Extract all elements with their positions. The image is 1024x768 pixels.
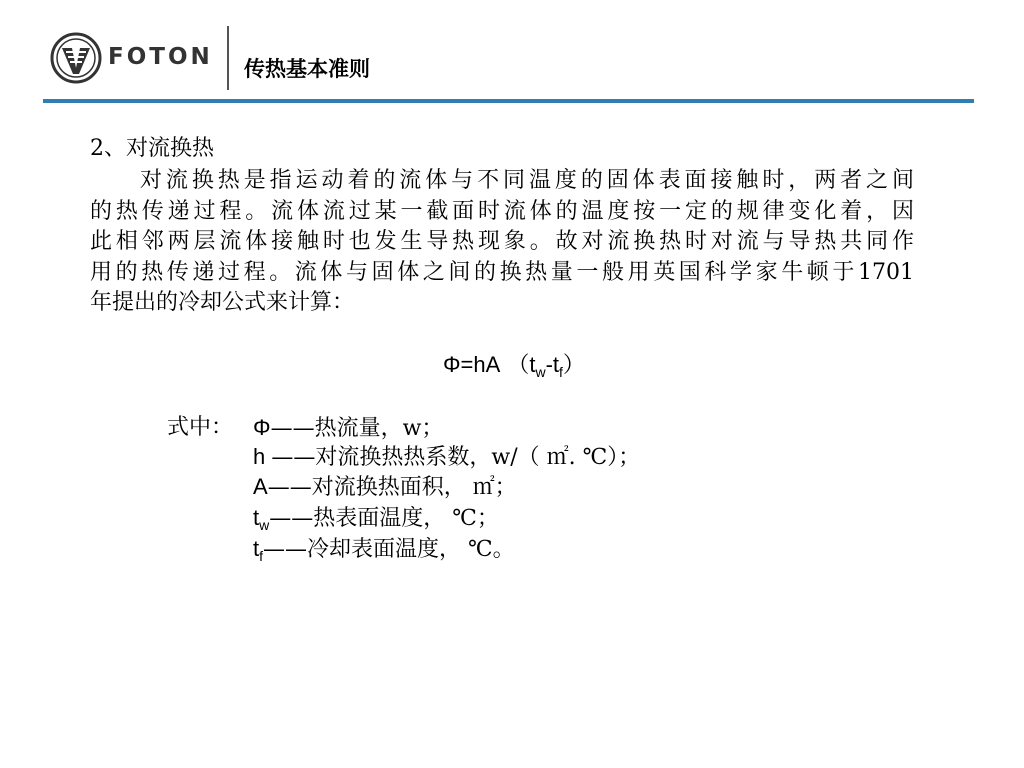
legend-item-a <box>253 472 517 503</box>
formula-t: t <box>529 352 536 377</box>
formula-close-paren: ） <box>562 353 585 378</box>
formula-open-paren: （ <box>507 353 530 378</box>
legend-item-tf <box>253 534 515 571</box>
paragraph-line: 的热传递过程。流体流过某一截面时流体的温度按一定的规律变化着，因 <box>90 198 914 224</box>
legend-description: ——对流换热面积， ㎡； <box>267 475 517 500</box>
formula-sub-w: w <box>535 364 546 380</box>
formula-minus: - <box>545 352 553 377</box>
legend-symbol: Φ <box>253 415 271 440</box>
legend-symbol: h <box>253 444 272 469</box>
paragraph-line: 此相邻两层流体接触时也发生导热现象。故对流换热时对流与导热共同作 <box>90 229 914 254</box>
paragraph-line: 年提出的冷却公式来计算： <box>90 290 355 315</box>
legend-item-phi <box>253 413 443 444</box>
formula-lhs: Φ=hA <box>443 352 501 377</box>
section-heading: 2、对流换热 <box>90 136 214 161</box>
formula-sub-f: f <box>559 364 563 380</box>
legend-description: ——冷却表面温度， ℃。 <box>263 537 515 562</box>
paragraph-line: 对流换热是指运动着的流体与不同温度的固体表面接触时，两者之间 <box>140 168 914 193</box>
legend-description: ——对流换热热系数，w/（ ㎡. ℃）； <box>271 445 641 470</box>
legend-prefix: 式中： <box>167 415 234 440</box>
legend-item-h <box>253 442 640 473</box>
legend-symbol: t <box>253 505 260 530</box>
legend-subscript: w <box>259 517 270 533</box>
body-paragraph <box>90 166 914 319</box>
legend-symbol: A <box>253 474 268 499</box>
legend-symbol: t <box>253 536 260 561</box>
legend-subscript: f <box>259 548 264 564</box>
logo-wordmark: FOTON <box>108 44 213 70</box>
page-title: 传热基本准则 <box>244 57 370 81</box>
legend-description: ——热流量，w； <box>270 416 444 441</box>
paragraph-line: 用的热传递过程。流体与固体之间的换热量一般用英国科学家牛顿于1701 <box>90 259 914 285</box>
formula <box>443 350 585 387</box>
legend-description: ——热表面温度， ℃； <box>269 506 499 531</box>
formula-t: t <box>552 352 560 377</box>
